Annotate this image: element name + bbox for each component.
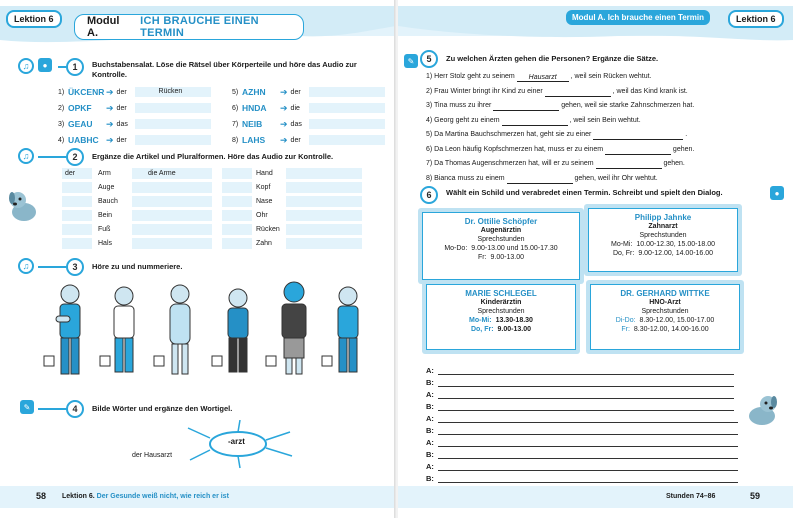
sentence-blank[interactable] xyxy=(593,131,683,140)
sentence-end: gehen, weil sie starke Zahnschmerzen hat. xyxy=(559,102,695,109)
body-part-word: Hals xyxy=(98,240,113,247)
exercise-3-number: 3 xyxy=(66,258,84,276)
arrow-icon: ➔ xyxy=(106,118,114,129)
page-number: 58 xyxy=(36,491,47,501)
puzzle-word: HNDA xyxy=(242,103,267,113)
puzzle-article: der xyxy=(116,104,127,112)
sentence-start: 4) Georg geht zu einem xyxy=(426,116,502,124)
exercise-4-instruction: Bilde Wörter und ergänze den Wortigel. xyxy=(92,404,233,413)
audio-icon[interactable]: ♫ xyxy=(18,58,34,74)
dog-mascot-image xyxy=(740,390,784,430)
puzzle-number: 7) xyxy=(232,120,239,128)
puzzle-word: ÜKCENR xyxy=(68,87,105,97)
article-field[interactable] xyxy=(222,168,252,179)
office-hours-row xyxy=(423,244,579,253)
puzzle-number: 2) xyxy=(58,104,65,112)
sentence-start: 5) Da Martina Bauchschmerzen hat, geht sie zu einer xyxy=(426,131,594,138)
article-field[interactable]: der xyxy=(62,168,92,179)
exercise-2-number: 2 xyxy=(66,148,84,166)
body-part-word: Zahn xyxy=(256,240,272,247)
office-days: Fr: xyxy=(621,326,630,333)
dialog-line[interactable] xyxy=(426,390,734,399)
plural-field[interactable] xyxy=(286,182,362,193)
office-times: 9.00-12.00, 14.00-16.00 xyxy=(638,250,714,257)
answer-field[interactable] xyxy=(135,135,211,145)
sentence-end: , weil sein Rücken wehtut. xyxy=(568,73,652,80)
person-1-image xyxy=(56,285,80,374)
puzzle-word: LAHS xyxy=(242,135,266,145)
puzzle-number: 6) xyxy=(232,104,239,112)
exercise-1-instruction: Buchstabensalat. Löse die Rätsel über Körperteile und höre das Audio zur Kontrolle. xyxy=(92,60,357,79)
dialog-input[interactable] xyxy=(438,451,738,459)
person-4-image xyxy=(228,289,248,372)
body-part-word: Kopf xyxy=(256,184,271,191)
office-days: Mo-Mi: xyxy=(469,317,492,324)
puzzle-row xyxy=(232,118,385,130)
puzzle-word: AZHN xyxy=(242,87,266,97)
answer-field[interactable] xyxy=(135,119,211,129)
arrow-icon: ➔ xyxy=(280,102,288,113)
puzzle-row xyxy=(58,86,211,98)
article-field[interactable] xyxy=(62,210,92,221)
sentence-blank[interactable] xyxy=(502,117,568,126)
dialog-line[interactable] xyxy=(426,366,734,375)
dialog-line[interactable] xyxy=(426,414,738,423)
modul-tag: Modul A. Ich brauche einen Termin xyxy=(566,10,710,25)
exercise-line xyxy=(38,408,68,410)
modul-title: ICH BRAUCHE EINEN TERMIN xyxy=(140,15,259,39)
sentence-start: 8) Bianca muss zu einem xyxy=(426,174,507,182)
pencil-icon: ✎ xyxy=(404,54,418,68)
dialog-input[interactable] xyxy=(438,403,734,411)
dialog-input[interactable] xyxy=(438,427,738,435)
audio-icon[interactable]: ♫ xyxy=(18,148,34,164)
doctor-sign-card[interactable] xyxy=(422,212,580,280)
dialog-line[interactable] xyxy=(426,402,734,411)
office-days: Do, Fr: xyxy=(470,326,494,333)
plural-field[interactable] xyxy=(286,238,362,249)
dialog-line[interactable] xyxy=(426,378,734,387)
puzzle-word: OPKF xyxy=(68,103,92,113)
puzzle-article: die xyxy=(290,104,300,112)
dialog-line[interactable] xyxy=(426,462,738,471)
dialog-input[interactable] xyxy=(438,391,734,399)
article-field[interactable] xyxy=(222,238,252,249)
body-part-word: Nase xyxy=(256,198,273,205)
article-field[interactable] xyxy=(222,196,252,207)
sentence-start: 7) Da Thomas Augenschmerzen hat, will er zu seinem xyxy=(426,160,596,167)
sentence-start: 6) Da Leon häufig Kopfschmerzen hat, muss er zu einem xyxy=(426,145,605,153)
office-times: 10.00-12.30, 15.00-18.00 xyxy=(636,241,715,248)
puzzle-row xyxy=(58,134,211,146)
dialog-input[interactable] xyxy=(438,415,738,423)
plural-field[interactable] xyxy=(132,224,212,235)
plural-field[interactable] xyxy=(286,224,362,235)
puzzle-article: der xyxy=(116,88,127,96)
dialog-input[interactable] xyxy=(438,439,738,447)
doctor-name: MARIE SCHLEGEL xyxy=(465,289,537,298)
puzzle-row xyxy=(232,134,385,146)
puzzle-number: 1) xyxy=(58,88,65,96)
doctor-specialty: HNO-Arzt xyxy=(649,299,681,306)
sentence-end: gehen. xyxy=(670,145,695,153)
puzzle-article: der xyxy=(290,88,301,96)
speaker-label: A: xyxy=(426,462,434,471)
answer-field[interactable] xyxy=(309,135,385,145)
puzzle-article: der xyxy=(290,136,301,144)
office-days: Fr: xyxy=(477,254,487,261)
plural-field[interactable] xyxy=(132,210,212,221)
puzzle-row xyxy=(232,86,385,98)
doctor-specialty: Zahnarzt xyxy=(648,223,678,230)
sentence-start: 1) Herr Stolz geht zu seinem xyxy=(426,73,517,80)
exercise-3-instruction: Höre zu und nummeriere. xyxy=(92,262,183,271)
dialog-line[interactable] xyxy=(426,426,738,435)
office-hours-row xyxy=(591,325,739,334)
modul-title-box xyxy=(74,14,304,40)
plural-field[interactable] xyxy=(286,210,362,221)
office-times: 13.30-18.30 xyxy=(495,317,533,324)
office-hours-row xyxy=(423,253,579,262)
audio-icon[interactable]: ♫ xyxy=(18,258,34,274)
article-field[interactable] xyxy=(222,210,252,221)
body-part-word: Rücken xyxy=(256,226,280,233)
body-part-word: Bein xyxy=(98,212,113,219)
sentence-end: gehen. xyxy=(661,160,685,167)
footer-lektion: Lektion 6. xyxy=(62,493,95,500)
page-number: 59 xyxy=(750,491,761,501)
puzzle-number: 3) xyxy=(58,120,65,128)
office-hours-label: Sprechstunden xyxy=(477,236,525,243)
footer-title xyxy=(62,493,229,500)
sentence-blank[interactable] xyxy=(596,160,662,169)
dialog-input[interactable] xyxy=(438,379,734,387)
person-3-image xyxy=(170,285,190,374)
lektion-tab: Lektion 6 xyxy=(6,10,62,28)
doctor-name: Dr. Ottilie Schöpfer xyxy=(464,217,538,226)
exercise-6-instruction: Wählt ein Schild und verabredet einen Termin. Schreibt und spielt den Dialog. xyxy=(446,188,723,197)
office-days: Mo-Do: xyxy=(444,245,468,252)
exercise-5-number: 5 xyxy=(420,50,438,68)
left-page xyxy=(0,0,396,518)
arrow-icon: ➔ xyxy=(280,118,288,129)
doctor-name: DR. GERHARD WITTKE xyxy=(620,289,710,298)
arrow-icon: ➔ xyxy=(106,102,114,113)
dialog-line[interactable] xyxy=(426,474,738,483)
exercise-1-number: 1 xyxy=(66,58,84,76)
office-times: 8.30-12.00, 15.00-17.00 xyxy=(639,317,715,324)
doctor-name: Philipp Jahnke xyxy=(634,213,692,222)
puzzle-row xyxy=(58,118,211,130)
speaker-label: B: xyxy=(426,378,434,387)
puzzle-word: GEAU xyxy=(68,119,93,129)
article-field[interactable] xyxy=(62,238,92,249)
sentence-start: 2) Frau Winter bringt ihr Kind zu einer xyxy=(426,87,545,95)
sentence-blank[interactable] xyxy=(545,88,611,97)
office-hours-row xyxy=(427,325,575,334)
puzzle-row xyxy=(58,102,211,114)
puzzle-article: das xyxy=(290,120,302,128)
sentence-line xyxy=(426,101,694,111)
office-times: 8.30-12.00, 14.00-16.00 xyxy=(633,326,709,333)
office-hours-label: Sprechstunden xyxy=(641,308,689,315)
plural-field[interactable] xyxy=(132,238,212,249)
body-part-word: Fuß xyxy=(98,226,111,233)
person-2-image xyxy=(114,287,134,372)
footer-bar xyxy=(398,486,793,508)
person-6-image xyxy=(338,287,358,372)
footer-chapter: Der Gesunde weiß nicht, wie reich er ist xyxy=(96,493,229,500)
speaker-label: A: xyxy=(426,438,434,447)
person-5-image xyxy=(282,282,306,374)
plural-field[interactable]: die Arme xyxy=(132,168,212,179)
modul-label: Modul A. xyxy=(87,15,120,39)
plural-field[interactable] xyxy=(286,168,362,179)
lektion-tab: Lektion 6 xyxy=(728,10,784,28)
office-hours-row xyxy=(591,316,739,325)
article-field[interactable] xyxy=(222,224,252,235)
sentence-line xyxy=(426,87,688,97)
puzzle-row xyxy=(232,102,385,114)
sentence-line xyxy=(426,116,641,126)
answer-field[interactable] xyxy=(135,103,211,113)
sentence-line xyxy=(426,72,652,82)
puzzle-word: UABHC xyxy=(68,135,99,145)
exercise-2-instruction: Ergänze die Artikel und Pluralformen. Höre das Audio zur Kontrolle. xyxy=(92,152,334,161)
partner-icon: ● xyxy=(770,186,784,200)
office-hours-label: Sprechstunden xyxy=(639,232,687,239)
body-part-word: Hand xyxy=(256,170,273,177)
sentence-start: 3) Tina muss zu ihrer xyxy=(426,102,494,109)
right-page xyxy=(398,0,793,518)
arrow-icon: ➔ xyxy=(280,134,288,145)
sentence-line xyxy=(426,174,658,184)
answer-field[interactable]: Rücken xyxy=(135,87,211,97)
article-field[interactable] xyxy=(62,182,92,193)
speaker-label: B: xyxy=(426,450,434,459)
answer-field[interactable] xyxy=(309,103,385,113)
exercise-5-instruction: Zu welchen Ärzten gehen die Personen? Ergänze die Sätze. xyxy=(446,54,659,63)
office-hours-row xyxy=(589,249,737,258)
plural-field[interactable] xyxy=(286,196,362,207)
dialog-input[interactable] xyxy=(438,463,738,471)
puzzle-article: der xyxy=(116,136,127,144)
speaker-label: A: xyxy=(426,414,434,423)
speaker-label: A: xyxy=(426,390,434,399)
answer-field[interactable] xyxy=(309,119,385,129)
dialog-input[interactable] xyxy=(438,367,734,375)
doctor-sign-card[interactable] xyxy=(426,284,576,350)
puzzle-number: 4) xyxy=(58,136,65,144)
doctor-specialty: Kinderärztin xyxy=(480,299,522,306)
doctor-sign-card[interactable] xyxy=(588,208,738,272)
doctor-sign-card[interactable] xyxy=(590,284,740,350)
dialog-input[interactable] xyxy=(438,475,738,483)
puzzle-word: NEIB xyxy=(242,119,263,129)
office-hours-row xyxy=(589,240,737,249)
office-days: Di-Do: xyxy=(615,317,636,324)
puzzle-article: das xyxy=(116,120,128,128)
office-hours-label: Sprechstunden xyxy=(477,308,525,315)
sentence-end: gehen, weil ihr Ohr wehtut. xyxy=(572,174,658,182)
speaker-label: B: xyxy=(426,474,434,483)
office-times: 9.00-13.00 xyxy=(490,254,525,261)
sentence-blank[interactable] xyxy=(493,102,559,111)
office-days: Do, Fr: xyxy=(612,250,635,257)
dog-mascot-image xyxy=(4,186,44,226)
body-part-word: Ohr xyxy=(256,212,268,219)
exercise-3-illustration xyxy=(30,280,370,390)
sentence-blank[interactable] xyxy=(507,175,573,184)
exercise-4-number: 4 xyxy=(66,400,84,418)
dialog-line[interactable] xyxy=(426,438,738,447)
article-field[interactable] xyxy=(62,224,92,235)
exercise-line xyxy=(38,156,68,158)
hedgehog-center: -arzt xyxy=(228,437,245,446)
article-field[interactable] xyxy=(62,196,92,207)
sentence-line xyxy=(426,130,687,140)
arrow-icon: ➔ xyxy=(280,86,288,97)
office-times: 9.00-13.00 xyxy=(497,326,532,333)
speaker-label: B: xyxy=(426,402,434,411)
sentence-line xyxy=(426,145,694,155)
arrow-icon: ➔ xyxy=(106,86,114,97)
body-part-word: Arm xyxy=(98,170,111,177)
hedgehog-example: der Hausarzt xyxy=(132,452,173,459)
arrow-icon: ➔ xyxy=(106,134,114,145)
speaker-label: A: xyxy=(426,366,434,375)
body-part-word: Auge xyxy=(98,184,115,191)
sentence-end: , weil das Kind krank ist. xyxy=(610,87,688,95)
speaker-label: B: xyxy=(426,426,434,435)
sentence-end: , weil sein Bein wehtut. xyxy=(567,116,641,124)
sentence-blank[interactable] xyxy=(605,146,671,155)
pencil-icon: ✎ xyxy=(20,400,34,414)
body-part-word: Bauch xyxy=(98,198,118,205)
puzzle-number: 8) xyxy=(232,136,239,144)
plural-field[interactable] xyxy=(132,182,212,193)
answer-field[interactable] xyxy=(309,87,385,97)
footer-hours: Stunden 74–86 xyxy=(666,493,716,500)
office-hours-row xyxy=(427,316,575,325)
sentence-line xyxy=(426,159,685,169)
exercise-6-number: 6 xyxy=(420,186,438,204)
article-field[interactable] xyxy=(222,182,252,193)
doctor-specialty: Augenärztin xyxy=(480,227,522,234)
dialog-line[interactable] xyxy=(426,450,738,459)
office-times: 9.00-13.00 und 15.00-17.30 xyxy=(471,245,558,252)
exercise-line xyxy=(38,266,68,268)
puzzle-number: 5) xyxy=(232,88,239,96)
partner-icon: ● xyxy=(38,58,52,72)
sentence-end: . xyxy=(683,131,688,138)
office-days: Mo-Mi: xyxy=(610,241,633,248)
sentence-blank[interactable]: Hausarzt xyxy=(517,73,569,82)
plural-field[interactable] xyxy=(132,196,212,207)
